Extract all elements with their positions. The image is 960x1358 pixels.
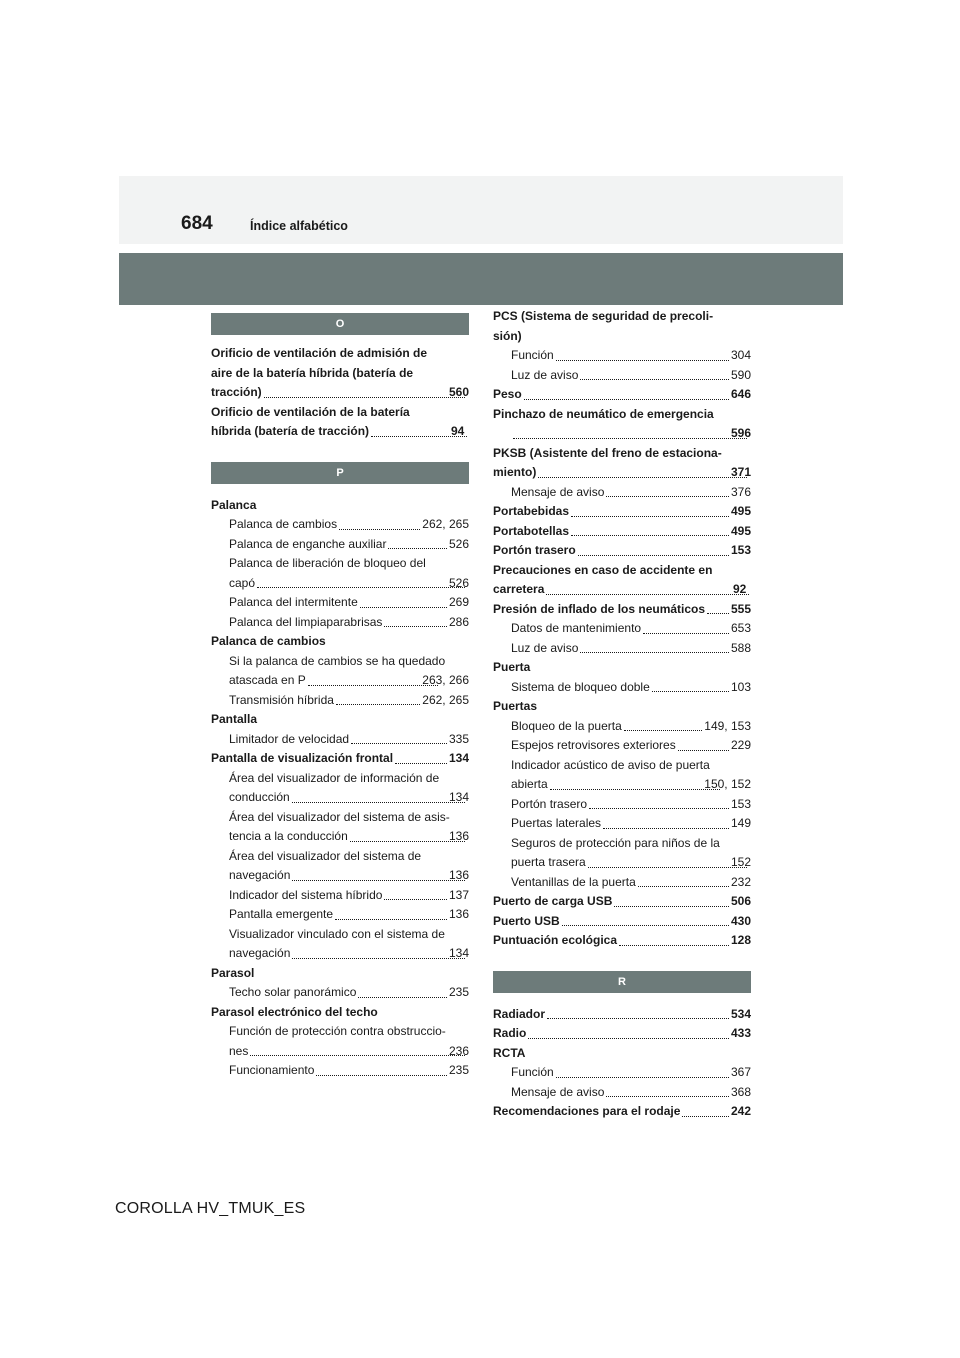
index-subentry: Seguros de protección para niños de la puerta trasera 152 xyxy=(493,834,751,873)
page-ref[interactable]: 269 xyxy=(448,595,469,609)
page-ref[interactable]: 149, 153 xyxy=(704,718,751,733)
footer-model-code: COROLLA HV_TMUK_ES xyxy=(115,1200,306,1217)
index-entry: Orificio de ventilación de la batería híbrida (batería de tracción) 94 xyxy=(211,403,469,442)
index-entry: Pantalla de visualización frontal 134 xyxy=(211,749,469,769)
section-title: Índice alfabético xyxy=(250,219,348,233)
index-entry: Palanca de cambios xyxy=(211,634,326,648)
page-ref[interactable]: 152 xyxy=(730,855,751,869)
index-subentry: Limitador de velocidad 335 xyxy=(211,730,469,750)
page-ref[interactable]: 153 xyxy=(730,543,751,557)
page-ref[interactable]: 134 xyxy=(448,790,469,804)
page-ref[interactable]: 150, 152 xyxy=(704,777,751,791)
index-entry: Parasol xyxy=(211,965,255,980)
index-subentry: Techo solar panorámico 235 xyxy=(211,983,469,1003)
page-ref[interactable]: 235 xyxy=(448,985,469,999)
index-entry: Puerto USB 430 xyxy=(493,912,751,932)
page-ref[interactable]: 555 xyxy=(730,601,751,616)
index-subentry: Visualizador vinculado con el sistema de navegación 134 xyxy=(211,925,469,964)
index-entry: Radiador 534 xyxy=(493,1005,751,1025)
index-entry: Orificio de ventilación de admisión de aire de la batería híbrida (batería de tracción) 560 xyxy=(211,344,469,403)
index-entry: Presión de inflado de los neumáticos 555 xyxy=(493,600,751,620)
letter-heading-p: P xyxy=(211,462,469,484)
index-subentry: Palanca del limpiaparabrisas 286 xyxy=(211,613,469,633)
page-ref[interactable]: 506 xyxy=(730,894,751,908)
page-ref[interactable]: 526 xyxy=(448,575,469,590)
page-ref[interactable]: 560 xyxy=(448,385,469,399)
page-ref[interactable]: 134 xyxy=(448,946,469,960)
page-ref[interactable]: 495 xyxy=(730,523,751,538)
page-ref[interactable]: 371 xyxy=(730,465,751,479)
page-ref[interactable]: 137 xyxy=(448,887,469,902)
index-entry: Parasol electrónico del techo xyxy=(211,1004,378,1019)
index-column-left xyxy=(211,313,469,1081)
index-subentry: Sistema de bloqueo doble 103 xyxy=(493,678,751,698)
page-ref[interactable]: 236 xyxy=(448,1043,469,1058)
index-subentry: Función 304 xyxy=(493,346,751,366)
index-subentry: Palanca del intermitente 269 xyxy=(211,593,469,613)
index-entry: RCTA xyxy=(493,1045,526,1060)
page-ref[interactable]: 433 xyxy=(730,1026,751,1040)
index-entry: Portabotellas 495 xyxy=(493,522,751,542)
header-band-dark xyxy=(119,253,843,305)
page-ref[interactable]: 376 xyxy=(730,484,751,499)
index-column-right xyxy=(493,307,751,1122)
page-ref[interactable]: 134 xyxy=(448,751,469,765)
page-ref[interactable]: 430 xyxy=(730,913,751,928)
index-subentry: Espejos retrovisores exteriores 229 xyxy=(493,736,751,756)
page-ref[interactable]: 128 xyxy=(730,933,751,947)
page-ref[interactable]: 596 xyxy=(730,426,751,440)
index-subentry: Palanca de enganche auxiliar 526 xyxy=(211,535,469,555)
letter-heading-o: O xyxy=(211,313,469,335)
page-ref[interactable]: 590 xyxy=(730,367,751,382)
index-subentry: Luz de aviso 590 xyxy=(493,366,751,386)
index-subentry: Portón trasero 153 xyxy=(493,795,751,815)
index-subentry: Si la palanca de cambios se ha quedado atascada en P 263, 266 xyxy=(211,652,469,691)
page-ref[interactable]: 495 xyxy=(730,504,751,518)
index-subentry: Área del visualizador de información de conducción 134 xyxy=(211,769,469,808)
index-subentry: Puertas laterales 149 xyxy=(493,814,751,834)
page-ref[interactable]: 232 xyxy=(730,874,751,889)
page-ref[interactable]: 136 xyxy=(448,907,469,921)
index-entry: Portabebidas 495 xyxy=(493,502,751,522)
page-ref[interactable]: 534 xyxy=(730,1006,751,1021)
index-subentry: Mensaje de aviso 368 xyxy=(493,1083,751,1103)
page-ref[interactable]: 136 xyxy=(448,829,469,843)
index-entry: Palanca xyxy=(211,497,257,512)
page-ref[interactable]: 335 xyxy=(448,731,469,746)
header-band xyxy=(119,176,843,244)
page-ref[interactable]: 229 xyxy=(730,738,751,752)
index-subentry: Palanca de liberación de bloqueo del capó 526 xyxy=(211,554,469,593)
index-subentry: Indicador del sistema híbrido 137 xyxy=(211,886,469,906)
index-entry: Recomendaciones para el rodaje 242 xyxy=(493,1102,751,1122)
index-subentry: Indicador acústico de aviso de puerta abierta 150, 152 xyxy=(493,756,751,795)
index-subentry: Palanca de cambios 262, 265 xyxy=(211,515,469,535)
page-ref[interactable]: 235 xyxy=(448,1063,469,1077)
page-ref[interactable]: 262, 265 xyxy=(422,517,469,531)
index-subentry: Mensaje de aviso 376 xyxy=(493,483,751,503)
page-ref[interactable]: 367 xyxy=(730,1065,751,1079)
index-subentry: Función 367 xyxy=(493,1063,751,1083)
index-subentry: Área del visualizador del sistema de asis- tencia a la conducción 136 xyxy=(211,808,469,847)
index-entry: Puertas xyxy=(493,699,538,713)
index-entry: Pantalla xyxy=(211,712,258,726)
page-ref[interactable]: 286 xyxy=(448,614,469,629)
index-subentry: Bloqueo de la puerta 149, 153 xyxy=(493,717,751,737)
index-entry: PKSB (Asistente del freno de estaciona- miento) 371 xyxy=(493,444,751,483)
index-subentry: Ventanillas de la puerta 232 xyxy=(493,873,751,893)
page-ref[interactable]: 103 xyxy=(730,679,751,694)
index-entry: Pinchazo de neumático de emergencia 596 xyxy=(493,405,751,444)
index-entry: Puntuación ecológica 128 xyxy=(493,931,751,951)
index-subentry: Transmisión híbrida 262, 265 xyxy=(211,691,469,711)
page-ref[interactable]: 646 xyxy=(730,387,751,401)
page-number: 684 xyxy=(181,213,213,234)
page-ref[interactable]: 153 xyxy=(730,796,751,811)
page-ref[interactable]: 526 xyxy=(448,536,469,551)
index-subentry: Pantalla emergente 136 xyxy=(211,905,469,925)
page-ref[interactable]: 149 xyxy=(730,816,751,830)
index-subentry: Función de protección contra obstruccio- nes 236 xyxy=(211,1022,469,1061)
page-ref[interactable]: 304 xyxy=(730,348,751,362)
index-entry: Peso 646 xyxy=(493,385,751,405)
page-ref[interactable]: 136 xyxy=(448,868,469,882)
index-subentry: Datos de mantenimiento 653 xyxy=(493,619,751,639)
page-ref[interactable]: 653 xyxy=(730,621,751,635)
page-ref[interactable]: 262, 265 xyxy=(422,692,469,707)
index-subentry: Luz de aviso 588 xyxy=(493,639,751,659)
index-entry: Radio 433 xyxy=(493,1024,751,1044)
index-entry: Precauciones en caso de accidente en carretera 92 xyxy=(493,561,751,600)
index-entry: Portón trasero 153 xyxy=(493,541,751,561)
index-subentry: Funcionamiento 235 xyxy=(211,1061,469,1081)
index-entry: Puerta xyxy=(493,660,531,674)
index-subentry: Área del visualizador del sistema de navegación 136 xyxy=(211,847,469,886)
page-ref[interactable]: 368 xyxy=(730,1084,751,1099)
index-entry: Puerto de carga USB 506 xyxy=(493,892,751,912)
page-ref[interactable]: 263, 266 xyxy=(422,673,469,687)
index-entry: PCS (Sistema de seguridad de precoli- sión) xyxy=(493,309,714,343)
page-ref[interactable]: 588 xyxy=(730,640,751,655)
page-ref[interactable]: 242 xyxy=(730,1104,751,1118)
letter-heading-r: R xyxy=(493,971,751,993)
